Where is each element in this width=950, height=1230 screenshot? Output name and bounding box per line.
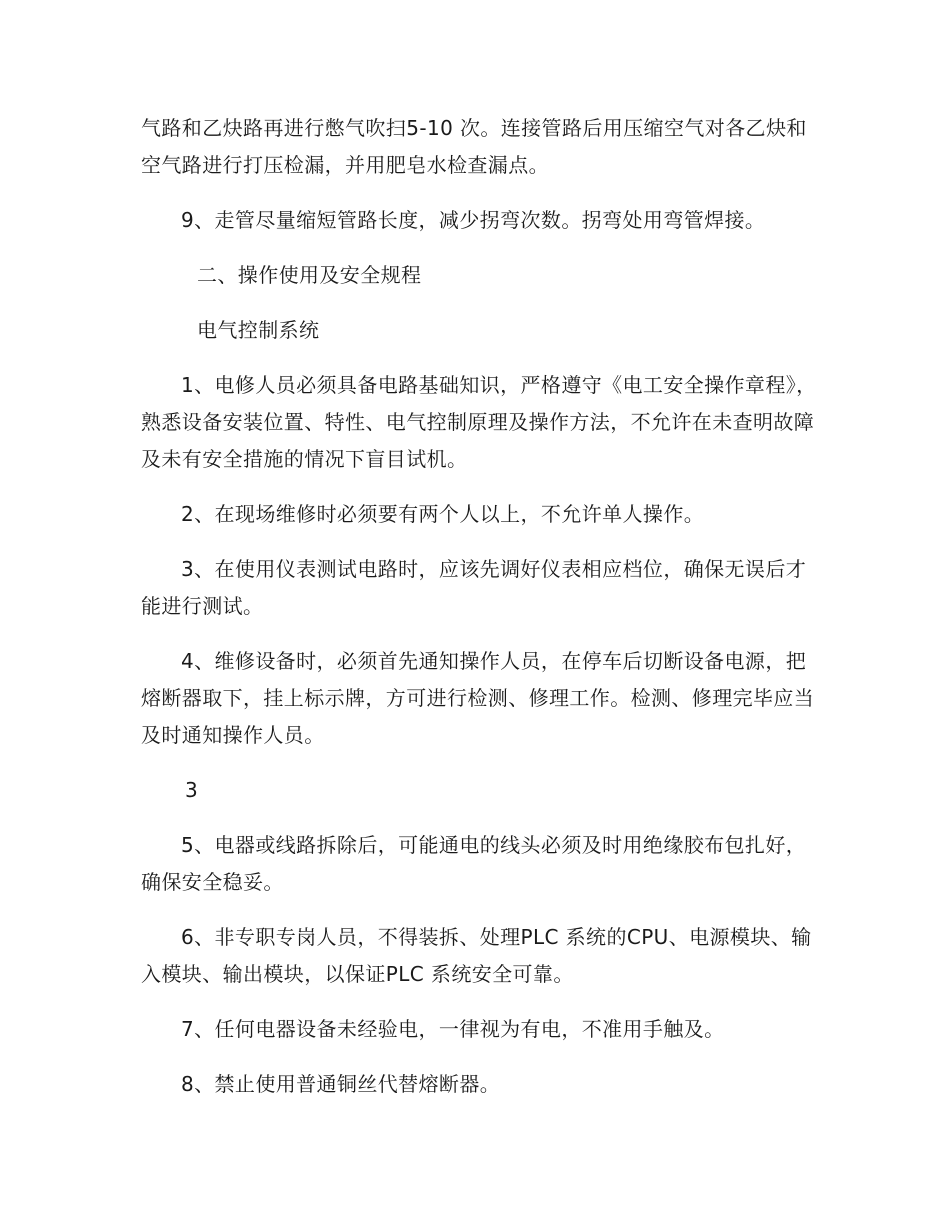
paragraph-item-4: 4、维修设备时，必须首先通知操作人员，在停车后切断设备电源，把熔断器取下，挂上标示牌，方可进行检测、修理工作。检测、修理完毕应当及时通知操作人员。 — [141, 649, 815, 747]
subsection-heading: 电气控制系统 — [197, 318, 320, 342]
paragraph-continued: 气路和乙炔路再进行憋气吹扫5-10 次。连接管路后用压缩空气对各乙炔和空气路进行打压检漏，并用肥皂水检查漏点。 — [141, 116, 807, 177]
section-heading: 二、操作使用及安全规程 — [197, 263, 422, 287]
paragraph-item-3: 3、在使用仪表测试电路时，应该先调好仪表相应档位，确保无误后才能进行测试。 — [141, 557, 807, 618]
paragraph-item-8: 8、禁止使用普通铜丝代替熔断器。 — [181, 1072, 501, 1096]
paragraph-item-6: 6、非专职专岗人员，不得装拆、处理PLC 系统的CPU、电源模块、输入模块、输出模块，以保证PLC 系统安全可靠。 — [141, 925, 812, 986]
paragraph-item-5: 5、电器或线路拆除后，可能通电的线头必须及时用绝缘胶布包扎好，确保安全稳妥。 — [141, 833, 807, 894]
paragraph-item-1: 1、电修人员必须具备电路基础知识，严格遵守《电工安全操作章程》，熟悉设备安装位置、特性、电气控制原理及操作方法，不允许在未查明故障及未有安全措施的情况下盲目试机。 — [141, 373, 817, 471]
paragraph-item-2: 2、在现场维修时必须要有两个人以上，不允许单人操作。 — [181, 502, 705, 526]
page-number: 3 — [185, 778, 198, 802]
paragraph-item-9: 9、走管尽量缩短管路长度，减少拐弯次数。拐弯处用弯管焊接。 — [181, 208, 766, 232]
document-body — [141, 110, 821, 1121]
paragraph-item-7: 7、任何电器设备未经验电，一律视为有电，不准用手触及。 — [181, 1017, 725, 1041]
